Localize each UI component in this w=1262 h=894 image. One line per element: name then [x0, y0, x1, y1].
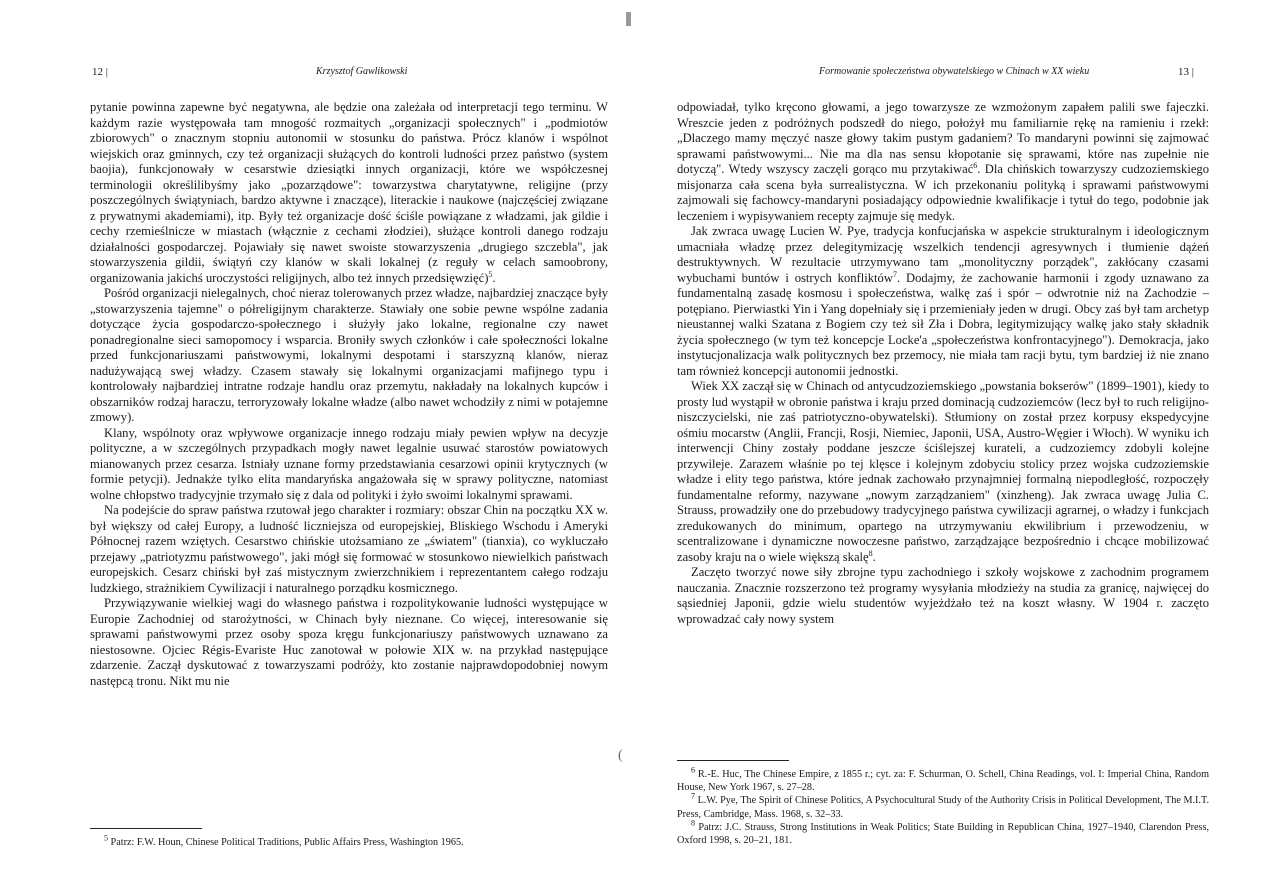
left-footnotes [90, 833, 608, 849]
left-page [0, 0, 630, 894]
right-page-number: 13 | [1178, 66, 1194, 78]
left-paragraph-5: Przywiązywanie wielkiej wagi do własnego państwa i rozpolitykowanie ludności występujące w Europie Zachodniej od starożytności, w Chinach były nieznane. Co więcej, interesowanie się sprawami państwowymi przez osoby spoza kręgu funkcjonariuszy państwowych uznawano za niestosowne. Ojciec Régis-Evariste Huc zanotował w połowie XIX w. na przykład następujące zdarzenie. Zaczął dyskutować z towarzyszami podróży, kto zostanie najprawdopodobniej nowym następcą tronu. Nikt mu nie [90, 596, 608, 688]
left-page-number: 12 | [92, 66, 108, 78]
right-page [631, 0, 1262, 894]
right-footnote-rule [677, 760, 789, 761]
right-body-text [677, 100, 1209, 627]
footnote-6: $^6$ R.-E. Huc, The Chinese Empire, z 1855 r.; cyt. za: F. Schurman, O. Schell, China Readings, vol. I: Imperial China, Random House, New York 1967, s. 27–28. [677, 765, 1209, 794]
right-paragraph-4: Zaczęto tworzyć nowe siły zbrojne typu zachodniego i szkoły wojskowe z zachodnim programem nauczania. Znacznie rozszerzono też programy wysyłania młodzieży na studia za granicę, najwięcej do sąsiedniej Japonii, gdzie wielu studentów wyjeżdżało też na koszt własny. W 1904 r. zaczęto wprowadzać cały nowy system [677, 565, 1209, 626]
left-paragraph-2: Pośród organizacji nielegalnych, choć nieraz tolerowanych przez władze, najbardziej znaczące były „stowarzyszenia tajemne" o półreligijnym charakterze. Stawiały one sobie pewne wspólne zadania dotyczące życia gospodarczo-społecznego i służyły jako lokalne, regionalne czy nawet ponadregionalne sieci samopomocy i wsparcia. Broniły swych członków i całe społeczności lokalne przed funkcjonariuszami państwowymi, lokalnymi despotami i starszyzną klanów, nieraz nadużywającą swej władzy. Czasem stawały się lokalnymi organizacjami mafijnego typu i kontrolowały najbardziej intratne rodzaje handlu oraz przemytu, nakładały na lokalnych kupców i obszarników rodzaj haraczu, terroryzowały lokalne władze (albo nawet wchodziły z nimi w potajemne zmowy). [90, 286, 608, 424]
right-paragraph-1: odpowiadał, tylko kręcono głowami, a jego towarzysze ze wzmożonym zapałem palili swe fajeczki. Wreszcie jeden z podróżnych podszedł do niego, położył mu familiarnie rękę na ramieniu i rzekł: „Dlaczego mamy męczyć nasze głowy takim pustym gadaniem? To mandaryni powinni się zajmować sprawami państwowymi... Nie ma dla nas sensu kłopotanie się sprawami, które nas zupełnie nie dotyczą". Wtedy wszyscy zaczęli gorąco mu przytakiwać$^6$. Dla chińskich towarzyszy cudzoziemskiego misjonarza cała scena była surrealistyczna. W ich przekonaniu polityką i sprawami państwowymi zajmowali się fachowcy-mandaryni posiadający odpowiednie kwalifikacje i tytuł do tego, podobnie jak leczeniem i wypisywaniem recepty zajmuje się medyk. [677, 100, 1209, 223]
right-paragraph-2: Jak zwraca uwagę Lucien W. Pye, tradycja konfucjańska w aspekcie strukturalnym i ideologicznym umacniała władzę przez delegitymizację wszelkich tendencji agresywnych i tłumienie dążeń destruktywnych. W rezultacie utrzymywano tam „monolityczny porządek", zakłócany czasami wybuchami buntów i ostrych konfliktów$^7$. Dodajmy, że zachowanie harmonii i zgody uznawano za fundamentalną zasadę kosmosu i społeczeństwa, walkę zaś i spór – odwrotnie niż na Zachodzie – potępiano. Pierwiastki Yin i Yang dopełniały się i przemieniały jeden w drugi. Obcy zaś był tam archetyp nieustannej walki Szatana z Bogiem czy też sił Zła i Dobra, legitymizujący walkę jako stały składnik życia społecznego (w tym też koncepcje Locke'a „społeczeństwa konfrontacyjnego"). Demokracja, jako instytucjonalizacja walk politycznych bez przemocy, nie miała tam racji bytu, tym bardziej iż nie znano tam również koncepcji autonomii jednostki. [677, 224, 1210, 378]
left-paragraph-1: pytanie powinna zapewne być negatywna, ale będzie ona zależała od interpretacji tego terminu. W każdym razie występowała tam mnogość rozmaitych „organizacji społecznych" i „podmiotów zbiorowych" o znacznym stopniu autonomii w stosunku do państwa. Prócz klanów i wspólnot wiejskich oraz gminnych, czy też organizacji służących do kontroli ludności przez państwo (system baojia), funkcjonowały w cesarstwie dziesiątki innych organizacji, które we współczesnej terminologii określilibyśmy jako „pozarządowe": towarzystwa charytatywne, religijne (przy poszczególnych świątyniach, bardzo aktywne i znaczące), literackie i naukowe (najczęściej związane z prywatnymi akademiami), itp. Były też organizacje dość ściśle powiązane z władzami, jak gildie i cechy rzemieślnicze w miastach (włącznie z cechami złodziei), służące kontroli danego rodzaju działalności gospodarczej. Pojawiały się nawet swoiste stowarzyszenia „drugiego szczebla", jak stowarzyszenia gildii, świątyń czy klanów w skali lokalnej (z reguły w celach samoobrony, organizowania jakichś uroczystości religijnych, albo też innych przedsięwzięć)$^5$. [90, 100, 608, 285]
left-running-head: Krzysztof Gawlikowski [316, 66, 408, 77]
right-footnotes [677, 765, 1209, 847]
left-body-text [90, 100, 608, 689]
footnote-8: $^8$ Patrz: J.C. Strauss, Strong Institutions in Weak Politics; State Building in Republican China, 1927–1940, Clarendon Press, Oxford 1998, s. 20–21, 181. [677, 818, 1209, 847]
left-paragraph-3: Klany, wspólnoty oraz wpływowe organizacje innego rodzaju miały pewien wpływ na decyzje polityczne, a w szczególnych przypadkach mogły nawet legalnie usuwać starostów powiatowych mianowanych przez cesarza. Istniały uznane formy przedstawiania cesarzowi opinii krytycznych (w formie petycji). Jednakże tylko elita mandaryńska angażowała się w sprawy polityczne, natomiast wolne chłopstwo tradycyjnie trzymało się z dala od polityki i żyło swoimi lokalnymi sprawami. [90, 425, 608, 502]
footnote-7: $^7$ L.W. Pye, The Spirit of Chinese Politics, A Psychocultural Study of the Authority Crisis in Political Development, The M.I.T. Press, Cambridge, Mass. 1968, s. 32–33. [677, 792, 1209, 820]
right-paragraph-3: Wiek XX zaczął się w Chinach od antycudzoziemskiego „powstania bokserów" (1899–1901), kiedy to prosty lud wystąpił w obronie państwa i kraju przed dominacją cudzoziemców (lecz był to ruch religijno-niszczycielski, nie zaś patriotyczno-obywatelski). Stłumiony on został przez korpusy ekspedycyjne ośmiu mocarstw (Anglii, Francji, Rosji, Niemiec, Japonii, USA, Austro-Węgier i Włoch). W wyniku ich interwencji Chiny zostały poddane jeszcze ściślejszej kurateli, a cudzoziemcy zdobyli kolejne przywileje. Zarazem właśnie po tej klęsce i kolejnym zdobyciu stolicy przez wojska cudzoziemskie władze i elity tego państwa, które jednak zachowało przynajmniej formalną niepodległość, rozpoczęły fundamentalne reformy, nazywane „nowym zarządzaniem" (xinzheng). Jak zwraca uwagę Julia C. Strauss, prowadziły one do przebudowy tradycyjnego państwa cywilizacji agrarnej, o władzy i funkcjach zredukowanych do minimum, opartego na utrzymywaniu ekwilibrium i przewodzeniu, w scentralizowane i dynamiczne nowoczesne państwo, zarządzające bezpośrednio i chcące mobilizować zasoby kraju na o wiele większą skalę$^8$. [677, 379, 1209, 564]
footnote-5: $^5$ Patrz: F.W. Houn, Chinese Political Traditions, Public Affairs Press, Washington 1965. [104, 833, 464, 848]
right-running-head: Formowanie społeczeństwa obywatelskiego w Chinach w XX wieku [819, 66, 1090, 77]
gutter-tick: ( [618, 748, 623, 763]
left-paragraph-4: Na podejście do spraw państwa rzutował jego charakter i rozmiary: obszar Chin na początku XX w. był większy od całej Europy, a ludność liczniejsza od europejskiej, Bliskiego Wschodu i Ameryki Północnej razem wziętych. Cesarstwo chińskie utożsamiano ze „światem" (tianxia), co wykluczało przejawy „patriotyzmu państwowego", jaki mógł się formować w stosunkowo niewielkich państwach europejskich. Cesarz chiński był zaś mistycznym zwierzchnikiem i reprezentantem całego rodzaju ludzkiego, strażnikiem Cywilizacji i naturalnego porządku kosmicznego. [90, 503, 608, 595]
left-footnote-rule [90, 828, 202, 829]
